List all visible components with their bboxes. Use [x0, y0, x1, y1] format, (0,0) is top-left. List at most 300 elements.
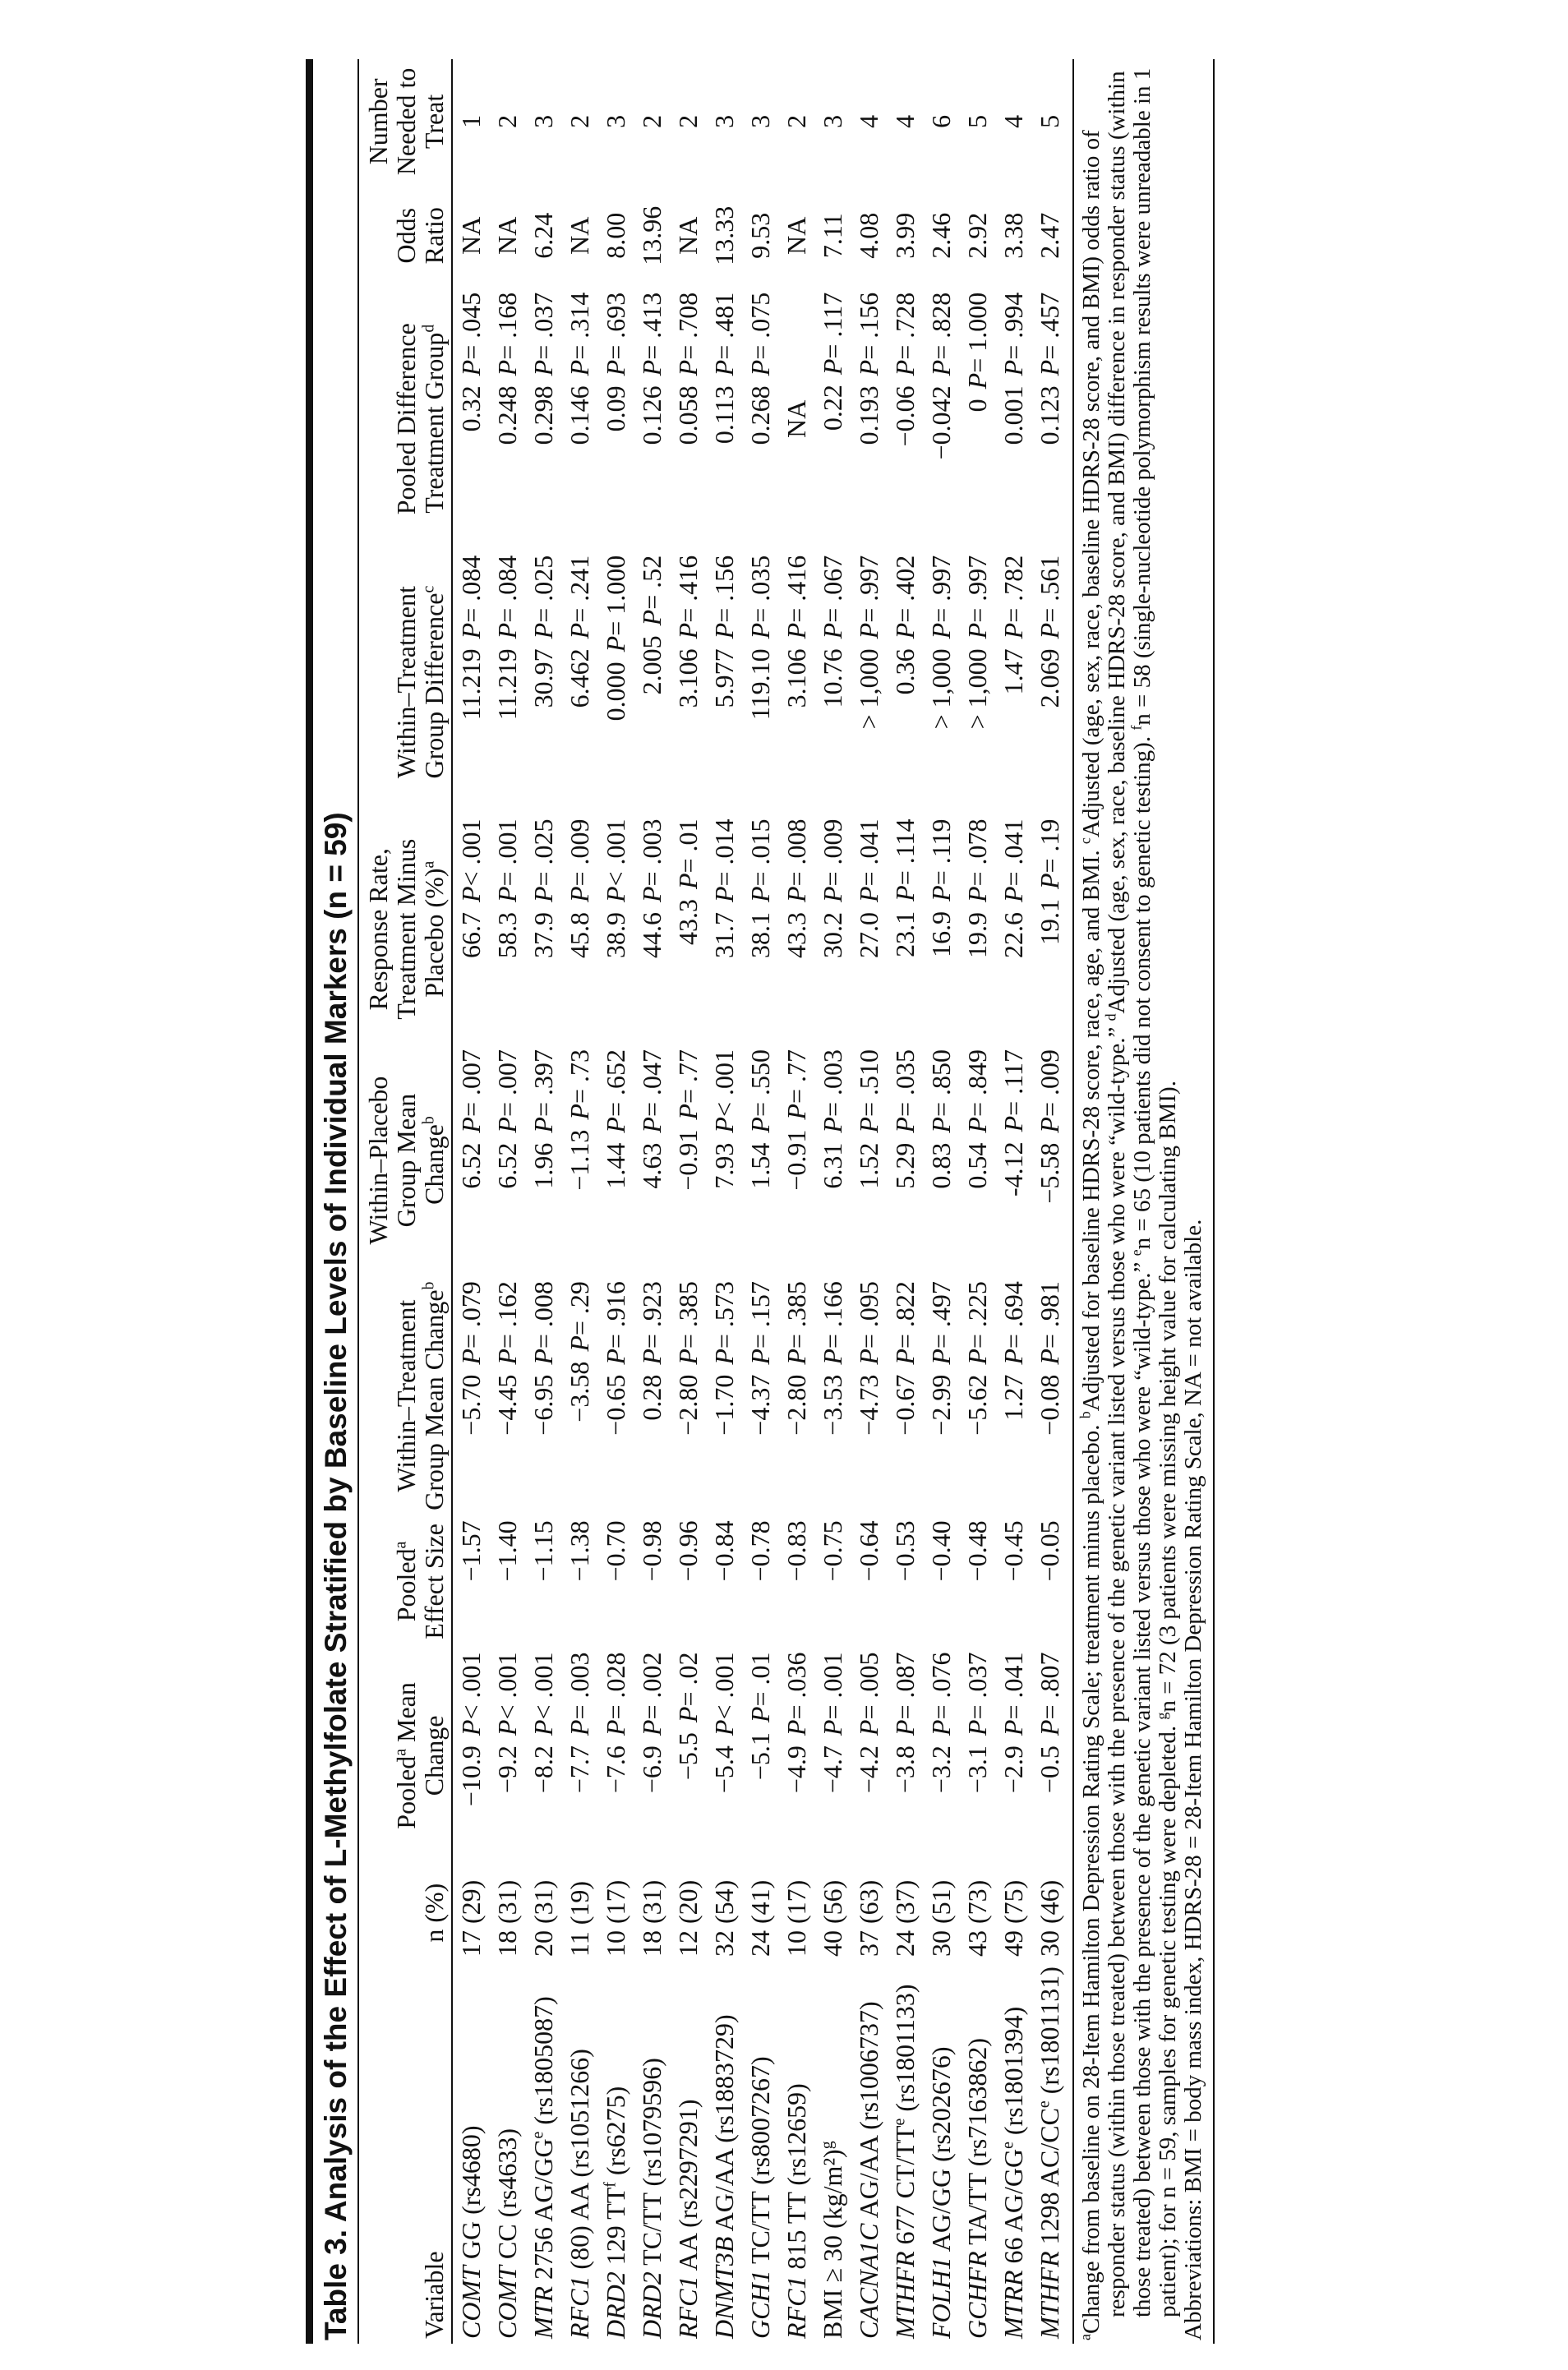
pooled-effect-size-cell: −0.48: [962, 1520, 992, 1582]
p-label: P: [926, 1117, 956, 1133]
value: > 1,000: [926, 648, 956, 730]
genotype: AG/GG: [926, 2168, 956, 2257]
pooled-effect-size-cell: −0.96: [673, 1520, 703, 1582]
number-needed-to-treat-cell: 4: [998, 114, 1028, 128]
p-value: = .047: [637, 1049, 666, 1118]
within-placebo-change-cell: [561, 1044, 597, 1276]
p-value: = .015: [745, 818, 775, 887]
footnote-mark: e: [998, 2142, 1017, 2149]
pooled-mean-change-cell: [959, 1647, 995, 1864]
pooled-difference-cell: [489, 288, 525, 551]
header-footnote-mark: b: [419, 1281, 438, 1290]
p-label: P: [782, 1104, 811, 1120]
genotype: BMI ≥ 30 (kg/m²): [818, 2149, 847, 2339]
number-needed-to-treat-cell: 3: [528, 114, 558, 128]
pooled-mean-change-cell: [525, 1647, 561, 1864]
pooled-effect-size-cell: −0.84: [709, 1520, 739, 1582]
value: −2.80: [673, 1374, 703, 1436]
p-label: P: [745, 1117, 775, 1133]
p-value: < .001: [492, 1652, 522, 1720]
p-value: = .397: [528, 1049, 558, 1118]
genotype: 815 TT: [782, 2192, 811, 2276]
p-label: P: [854, 886, 883, 903]
p-label: P: [492, 1117, 522, 1133]
odds-ratio-cell: 13.33: [709, 205, 739, 265]
footnote-mark: e: [528, 2131, 547, 2139]
response-rate-difference-cell: [923, 814, 959, 1044]
odds-ratio-cell: 3.38: [998, 212, 1028, 259]
p-value: = .807: [1035, 1652, 1064, 1720]
snp-id: (rs202676): [926, 2046, 956, 2169]
p-value: = .652: [601, 1049, 630, 1118]
p-label: P: [709, 622, 739, 639]
within-treatment-change-cell: [452, 1276, 489, 1515]
number-needed-to-treat-cell: 3: [709, 114, 739, 128]
p-value: = .385: [782, 1281, 811, 1349]
n-percent-cell: 24 (41): [745, 1879, 775, 1957]
odds-ratio-cell: 7.11: [818, 213, 847, 259]
p-value: = .916: [601, 1281, 630, 1349]
p-label: P: [818, 358, 847, 376]
value: 43.3: [782, 912, 811, 959]
pooled-difference-cell: [742, 288, 778, 551]
column-header: [359, 1864, 452, 1962]
value: 0.001: [998, 385, 1028, 445]
snp-id: (rs2297291): [673, 2099, 703, 2234]
value: −6.9: [637, 1745, 666, 1794]
snp-id: (rs12659): [782, 2083, 811, 2192]
p-label: P: [565, 1104, 594, 1120]
p-label: P: [745, 622, 775, 639]
n-percent-cell: 10 (17): [782, 1879, 811, 1957]
n-percent-cell: 24 (37): [890, 1879, 920, 1957]
p-value: = .573: [709, 1281, 739, 1349]
snp-id: (rs4633): [492, 2128, 522, 2225]
n-percent-cell: 18 (31): [492, 1879, 522, 1957]
p-value: = .997: [854, 555, 883, 623]
number-needed-to-treat-cell: 2: [782, 114, 811, 128]
value: 19.1: [1035, 899, 1064, 946]
pooled-difference-cell: [561, 288, 597, 551]
p-value: = .007: [456, 1049, 486, 1118]
footnote-mark: d: [1102, 1013, 1119, 1021]
response-rate-difference-cell: [995, 814, 1031, 1044]
within-treatment-change-cell: [778, 1276, 814, 1515]
within-treatment-change-cell: [634, 1276, 670, 1515]
p-value: = .413: [637, 292, 666, 360]
pooled-difference-cell: [959, 288, 995, 551]
p-label: P: [926, 622, 956, 639]
number-needed-to-treat-cell: 4: [890, 114, 920, 128]
p-value: = .52: [637, 555, 666, 610]
variable-cell: [995, 1962, 1031, 2344]
odds-ratio-cell: NA: [782, 216, 811, 255]
header-text: Within–Placebo Group Mean Change: [363, 1076, 449, 1245]
number-needed-to-treat-cell: 2: [565, 114, 594, 128]
number-needed-to-treat-cell: 6: [926, 114, 956, 128]
table-row: [778, 59, 814, 2344]
p-label: P: [601, 1719, 630, 1736]
gene-name: MTHFR: [1035, 2251, 1064, 2339]
value: −1.13: [565, 1129, 594, 1191]
table-row: [561, 59, 597, 2344]
value: > 1,000: [962, 648, 992, 730]
p-value: = .117: [998, 1049, 1028, 1116]
pooled-difference-cell: NA: [782, 399, 811, 438]
value: 10.76: [818, 648, 847, 708]
pooled-difference-cell: [670, 288, 706, 551]
header-text: Odds Ratio: [391, 207, 449, 265]
n-percent-cell: 17 (29): [456, 1879, 486, 1957]
pooled-mean-change-cell: [489, 1647, 525, 1864]
value: 0.28: [637, 1374, 666, 1421]
header-text: Pooled: [391, 1755, 421, 1829]
footnote-mark: b: [1077, 1411, 1094, 1419]
pooled-effect-size-cell: −0.70: [601, 1520, 630, 1582]
genotype: 66 AG/GG: [998, 2148, 1028, 2271]
p-value: = .014: [709, 818, 739, 887]
value: −9.2: [492, 1745, 522, 1794]
p-value: = .009: [818, 818, 847, 887]
n-percent-cell: 49 (75): [998, 1879, 1028, 1957]
genotype: 1298 AC/CC: [1035, 2108, 1064, 2252]
n-percent-cell: 12 (20): [673, 1879, 703, 1957]
p-label: P: [637, 1117, 666, 1133]
value: −3.2: [926, 1745, 956, 1794]
p-label: P: [456, 1117, 486, 1133]
p-value: = .782: [998, 555, 1028, 623]
variable-cell: [452, 1962, 489, 2344]
variable-cell: [525, 1962, 561, 2344]
gene-name: DNMT3B: [709, 2236, 739, 2339]
value: 11.219: [492, 648, 522, 721]
pooled-mean-change-cell: [670, 1647, 706, 1864]
odds-ratio-cell: 2.92: [962, 212, 992, 259]
within-treatment-change-cell: [851, 1276, 887, 1515]
value: −5.1: [745, 1732, 775, 1781]
within-treatment-difference-cell: [670, 551, 706, 814]
pooled-difference-cell: [706, 288, 742, 551]
gene-name: COMT: [456, 2266, 486, 2339]
p-label: P: [709, 1117, 739, 1133]
p-value: = .009: [1035, 1049, 1064, 1118]
p-label: P: [745, 359, 775, 376]
odds-ratio-cell: 3.99: [890, 212, 920, 259]
genotype: AA: [673, 2234, 703, 2276]
number-needed-to-treat-cell: 2: [637, 114, 666, 128]
within-treatment-change-cell: [561, 1276, 597, 1515]
footnote-text: Adjusted for baseline HDRS-28 score, race, age, and BMI.: [1078, 844, 1105, 1412]
header-footnote-mark: a: [419, 860, 438, 869]
p-label: P: [854, 359, 883, 376]
p-value: = .19: [1035, 818, 1064, 874]
p-label: P: [998, 359, 1028, 376]
header-footnote-mark: a: [391, 1541, 410, 1549]
p-value: = .828: [926, 292, 956, 360]
value: 11.219: [456, 648, 486, 721]
number-needed-to-treat-cell: 2: [673, 114, 703, 128]
value: −2.80: [782, 1374, 811, 1436]
odds-ratio-cell: 9.53: [745, 212, 775, 259]
value: −3.8: [890, 1745, 920, 1794]
header-text: Mean Change: [391, 1682, 449, 1796]
response-rate-difference-cell: [887, 814, 923, 1044]
snp-id: (rs4680): [456, 2125, 486, 2221]
within-treatment-change-cell: [597, 1276, 634, 1515]
header-text: Number Needed to Treat: [363, 67, 449, 176]
rotated-table-page: [306, 59, 1267, 2344]
within-treatment-change-cell: [814, 1276, 851, 1515]
value: 0.113: [709, 385, 739, 445]
p-value: = .73: [565, 1049, 594, 1104]
pooled-mean-change-cell: [597, 1647, 634, 1864]
variable-cell: [814, 1962, 851, 2344]
p-value: = .041: [854, 818, 883, 887]
p-value: = .084: [492, 555, 522, 623]
value: 16.9: [926, 911, 956, 957]
within-treatment-difference-cell: [634, 551, 670, 814]
p-label: P: [745, 1349, 775, 1365]
table-row: [814, 59, 851, 2344]
p-label: P: [890, 1117, 920, 1133]
within-placebo-change-cell: [887, 1044, 923, 1276]
genotype: GG: [456, 2220, 486, 2266]
pooled-difference-cell: [525, 288, 561, 551]
p-value: = .037: [962, 1652, 992, 1720]
pooled-effect-size-cell: −1.38: [565, 1520, 594, 1582]
odds-ratio-cell: NA: [565, 216, 594, 255]
n-percent-cell: 20 (31): [528, 1879, 558, 1957]
p-label: P: [456, 622, 486, 639]
table-row: [923, 59, 959, 2344]
value: −5.4: [709, 1745, 739, 1794]
p-value: = .009: [565, 818, 594, 887]
p-label: P: [890, 359, 920, 376]
p-value: = .510: [854, 1049, 883, 1118]
response-rate-difference-cell: [1031, 814, 1072, 1044]
pooled-difference-cell: [923, 288, 959, 551]
variable-cell: [670, 1962, 706, 2344]
response-rate-difference-cell: [706, 814, 742, 1044]
p-label: P: [998, 1115, 1028, 1132]
value: 7.93: [709, 1142, 739, 1189]
genotype: CC: [492, 2224, 522, 2266]
value: −3.1: [962, 1745, 992, 1794]
p-value: = .849: [962, 1049, 992, 1118]
response-rate-difference-cell: [597, 814, 634, 1044]
p-value: = .550: [745, 1049, 775, 1118]
within-treatment-change-cell: [1031, 1276, 1072, 1515]
within-treatment-difference-cell: [814, 551, 851, 814]
pooled-effect-size-cell: −0.75: [818, 1520, 847, 1582]
value: 0.193: [854, 385, 883, 445]
p-label: P: [601, 1349, 630, 1365]
p-label: P: [601, 359, 630, 376]
p-value: = .114: [890, 818, 920, 886]
value: 6.462: [565, 648, 594, 708]
p-label: P: [998, 886, 1028, 903]
p-value: = .025: [528, 555, 558, 623]
number-needed-to-treat-cell: 3: [601, 114, 630, 128]
p-label: P: [709, 1349, 739, 1365]
p-label: P: [1035, 873, 1064, 890]
gene-name: MTRR: [998, 2270, 1028, 2339]
p-value: = .035: [890, 1049, 920, 1118]
within-treatment-difference-cell: [489, 551, 525, 814]
p-label: P: [565, 886, 594, 903]
number-needed-to-treat-cell: 4: [854, 114, 883, 128]
column-header: [359, 1515, 452, 1647]
p-value: = .028: [601, 1652, 630, 1720]
p-label: P: [854, 1719, 883, 1736]
p-label: P: [926, 1719, 956, 1736]
number-needed-to-treat-cell: 2: [492, 114, 522, 128]
pooled-effect-size-cell: −0.05: [1035, 1520, 1064, 1582]
p-label: P: [890, 622, 920, 639]
response-rate-difference-cell: [452, 814, 489, 1044]
p-value: = .035: [745, 555, 775, 623]
gene-name: CACNA1C: [854, 2223, 883, 2339]
footnote-text: n = 65 (10 patients did not consent to genetic testing).: [1129, 730, 1155, 1250]
within-placebo-change-cell: [1031, 1044, 1072, 1276]
within-treatment-difference-cell: [923, 551, 959, 814]
value: 2.069: [1035, 648, 1064, 708]
within-treatment-change-cell: [995, 1276, 1031, 1515]
within-placebo-change-cell: [597, 1044, 634, 1276]
p-value: = .003: [818, 1049, 847, 1118]
genotype: TC/TT: [745, 2191, 775, 2271]
abbreviations: Abbreviations: BMI = body mass index, HDRS-28 = 28-Item Hamilton Depression Rating Scale, NA = not available.: [1180, 1219, 1206, 2340]
pooled-mean-change-cell: [561, 1647, 597, 1864]
variable-cell: [561, 1962, 597, 2344]
value: −1.70: [709, 1374, 739, 1436]
value: −0.06: [890, 385, 920, 447]
within-treatment-change-cell: [742, 1276, 778, 1515]
value: 27.0: [854, 912, 883, 959]
footnote-mark: e: [1035, 2100, 1054, 2109]
footnote-mark: g: [1153, 1712, 1170, 1720]
p-label: P: [998, 622, 1028, 639]
snp-id: (rs1079596): [637, 2058, 666, 2193]
pooled-mean-change-cell: [742, 1647, 778, 1864]
value: −6.95: [528, 1374, 558, 1436]
footnote-paragraph: [1079, 62, 1181, 2340]
p-value: = .981: [1035, 1281, 1064, 1349]
value: 44.6: [637, 912, 666, 959]
p-value: = .045: [456, 292, 486, 360]
header-footnote-mark: d: [419, 324, 438, 333]
p-label: P: [745, 886, 775, 903]
value: 66.7: [456, 912, 486, 959]
footnote-text: Adjusted (age, sex, race, baseline HDRS-28 score, and BMI) odds ratio of responder status (within those treated) between those with the presence of the genetic variant listed versus those who were “wild-type.”: [1078, 130, 1130, 2317]
p-label: P: [673, 622, 703, 639]
p-value: = .037: [528, 292, 558, 360]
pooled-effect-size-cell: −0.98: [637, 1520, 666, 1582]
p-value: = .162: [492, 1281, 522, 1349]
p-label: P: [782, 1719, 811, 1736]
p-value: = .402: [890, 555, 920, 623]
variable-cell: [597, 1962, 634, 2344]
p-label: P: [890, 1719, 920, 1736]
value: 19.9: [962, 912, 992, 959]
header-footnote-mark: a: [391, 1748, 410, 1756]
genotype: 2756 AG/GG: [528, 2138, 558, 2286]
footnote-mark: c: [1077, 837, 1094, 845]
variable-cell: [706, 1962, 742, 2344]
response-rate-difference-cell: [634, 814, 670, 1044]
value: 6.52: [456, 1142, 486, 1189]
pooled-difference-cell: [634, 288, 670, 551]
pooled-effect-size-cell: −0.40: [926, 1520, 956, 1582]
header-footnote-mark: b: [419, 1116, 438, 1125]
value: 38.9: [601, 912, 630, 959]
number-needed-to-treat-cell: 5: [1035, 114, 1064, 128]
p-value: = .694: [998, 1281, 1028, 1349]
value: 31.7: [709, 912, 739, 959]
within-treatment-change-cell: [706, 1276, 742, 1515]
p-label: P: [962, 1719, 992, 1736]
variable-cell: [634, 1962, 670, 2344]
p-value: = .003: [565, 1652, 594, 1720]
within-placebo-change-cell: [742, 1044, 778, 1276]
odds-ratio-cell: NA: [456, 216, 486, 255]
value: 0.000: [601, 662, 630, 722]
table-row: [706, 59, 742, 2344]
p-value: = .241: [565, 555, 594, 623]
column-header: [359, 1044, 452, 1276]
table-row: [670, 59, 706, 2344]
genotype: AG/AA: [854, 2136, 883, 2224]
p-label: P: [673, 359, 703, 376]
p-label: P: [709, 1719, 739, 1736]
column-header: [359, 59, 452, 184]
value: 38.1: [745, 912, 775, 959]
p-value: = .079: [456, 1281, 486, 1349]
p-label: P: [492, 1349, 522, 1365]
response-rate-difference-cell: [670, 814, 706, 1044]
p-value: = .008: [528, 1281, 558, 1349]
value: 45.8: [565, 912, 594, 959]
value: 1.96: [528, 1142, 558, 1189]
p-label: P: [565, 1335, 594, 1352]
p-label: P: [637, 359, 666, 376]
within-placebo-change-cell: [814, 1044, 851, 1276]
p-value: = .416: [673, 555, 703, 623]
value: 5.977: [709, 648, 739, 708]
table-row: [851, 59, 887, 2344]
p-value: = .075: [745, 292, 775, 360]
p-value: = .157: [745, 1281, 775, 1349]
p-label: P: [673, 873, 703, 890]
within-placebo-change-cell: [525, 1044, 561, 1276]
odds-ratio-cell: 8.00: [601, 212, 630, 259]
value: 0.83: [926, 1142, 956, 1189]
n-percent-cell: 40 (56): [818, 1879, 847, 1957]
value: 23.1: [890, 911, 920, 957]
p-value: = .385: [673, 1281, 703, 1349]
p-label: P: [492, 622, 522, 639]
p-label: P: [528, 622, 558, 639]
pooled-difference-cell: [597, 288, 634, 551]
pooled-effect-size-cell: −0.45: [998, 1520, 1028, 1582]
p-label: P: [782, 622, 811, 639]
value: −5.62: [962, 1374, 992, 1436]
pooled-mean-change-cell: [1031, 1647, 1072, 1864]
value: −4.73: [854, 1374, 883, 1436]
pooled-difference-cell: [1031, 288, 1072, 551]
gene-name: RFC1: [565, 2275, 594, 2339]
p-label: P: [854, 1117, 883, 1133]
